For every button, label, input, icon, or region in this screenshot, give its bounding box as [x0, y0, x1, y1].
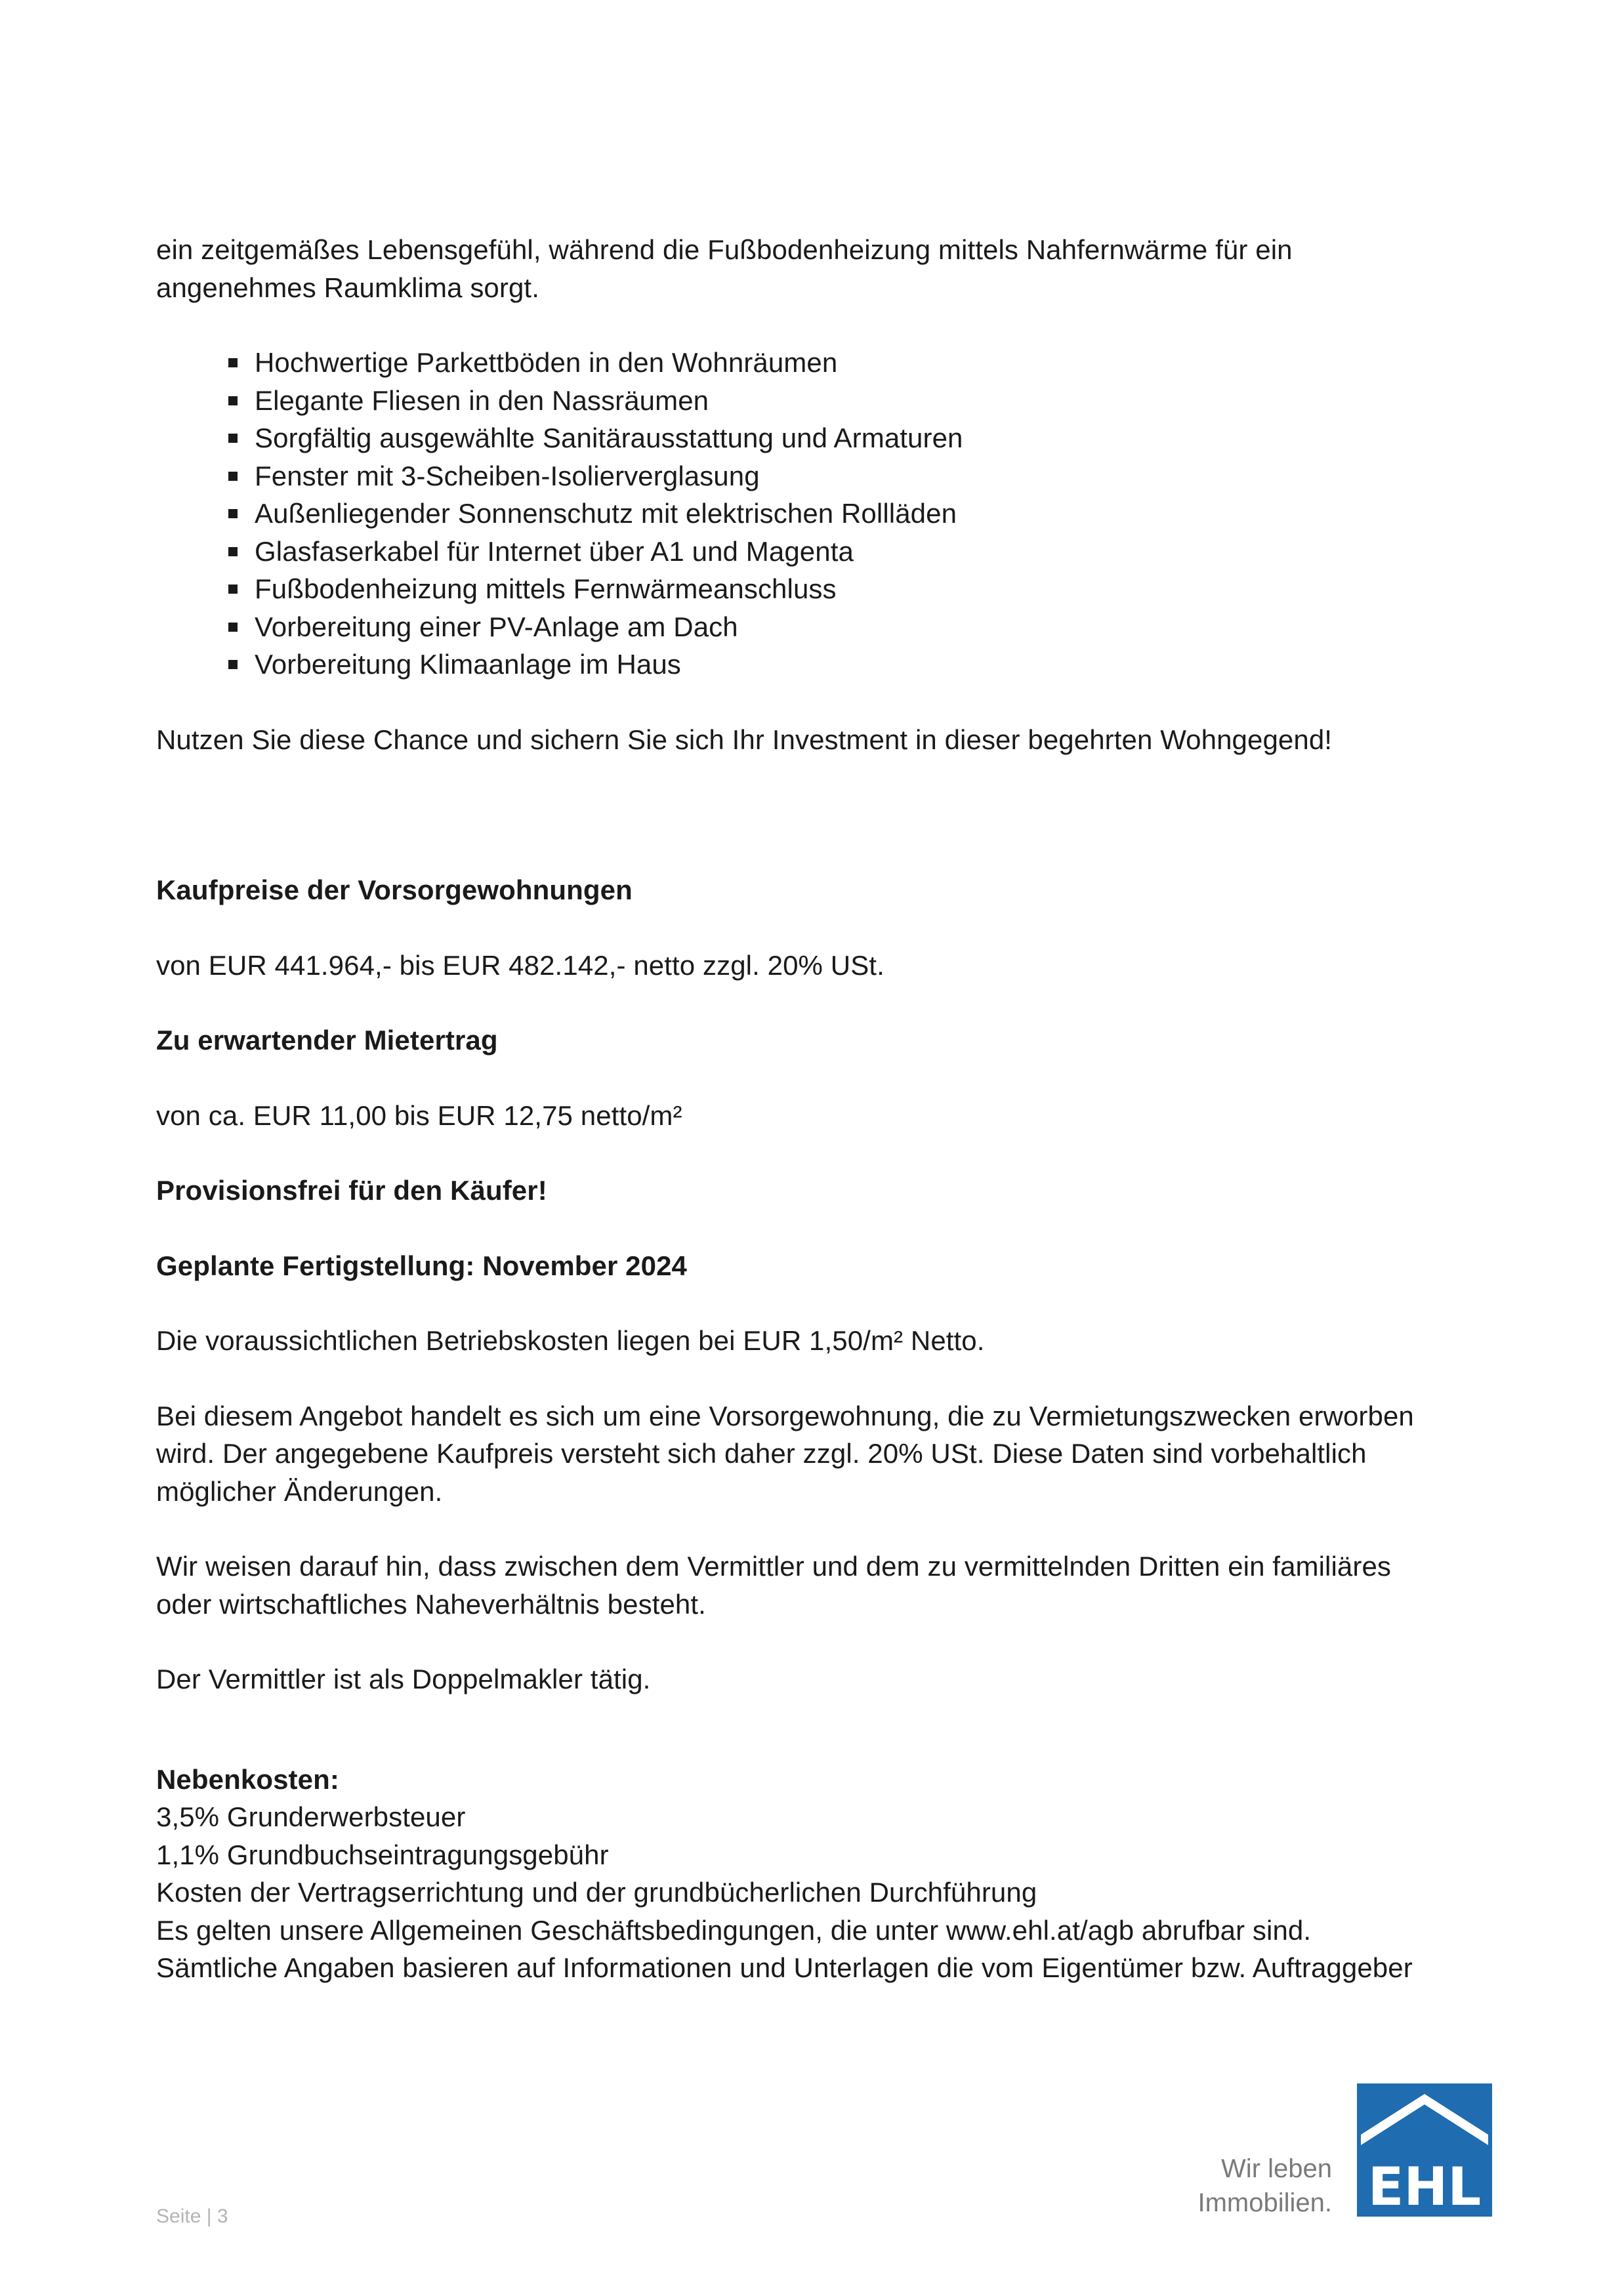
list-item: Vorbereitung Klimaanlage im Haus	[228, 646, 1482, 684]
fertigstellung-heading: Geplante Fertigstellung: November 2024	[156, 1250, 688, 1281]
betriebskosten-text: Die voraussichtlichen Betriebskosten liegen bei EUR 1,50/m² Netto.	[156, 1325, 985, 1356]
list-item: Vorbereitung einer PV-Anlage am Dach	[228, 608, 1482, 646]
slogan-line-1: Wir leben	[1221, 2154, 1332, 2183]
logo-text: EHL	[1367, 2156, 1482, 2217]
list-item: Glasfaserkabel für Internet über A1 und Magenta	[228, 533, 1482, 571]
doppelmakler-text: Der Vermittler ist als Doppelmakler tätig.	[156, 1664, 651, 1694]
ehl-logo	[1357, 2083, 1492, 2217]
angebot-line-1: Bei diesem Angebot handelt es sich um eine Vorsorgewohnung, die zu Vermietungszwecken erworben	[156, 1400, 1414, 1431]
nebenkosten-heading: Nebenkosten:	[156, 1763, 339, 1795]
nebenkosten-line: 1,1% Grundbuchseintragungsgebühr	[156, 1839, 609, 1870]
provisionsfrei-heading: Provisionsfrei für den Käufer!	[156, 1175, 547, 1206]
page-number: Seite | 3	[156, 2205, 228, 2227]
intro-line-2: angenehmes Raumklima sorgt.	[156, 272, 539, 303]
nebenkosten-line: 3,5% Grunderwerbsteuer	[156, 1801, 466, 1832]
feature-list	[228, 344, 1482, 684]
closing-text: Nutzen Sie diese Chance und sichern Sie sich Ihr Investment in dieser begehrten Wohngegend!	[156, 724, 1333, 755]
mietertrag-heading: Zu erwartender Mietertrag	[156, 1025, 498, 1056]
angebot-line-3: möglicher Änderungen.	[156, 1475, 443, 1507]
list-item: Fußbodenheizung mittels Fernwärmeanschluss	[228, 570, 1482, 608]
hinweis-line-1: Wir weisen darauf hin, dass zwischen dem Vermittler und dem zu vermittelnden Dritten ein familiäres	[156, 1551, 1392, 1582]
mietertrag-text: von ca. EUR 11,00 bis EUR 12,75 netto/m²	[156, 1099, 682, 1131]
nebenkosten-line: Kosten der Vertragserrichtung und der grundbücherlichen Durchführung	[156, 1877, 1037, 1908]
kaufpreise-heading: Kaufpreise der Vorsorgewohnungen	[156, 874, 633, 905]
nebenkosten-line: Es gelten unsere Allgemeinen Geschäftsbedingungen, die unter www.ehl.at/agb abrufbar sind.	[156, 1914, 1312, 1946]
list-item: Elegante Fliesen in den Nassräumen	[228, 382, 1482, 420]
angebot-line-2: wird. Der angegebene Kaufpreis versteht sich daher zzgl. 20% USt. Diese Daten sind vorbehaltlich	[156, 1438, 1367, 1469]
kaufpreise-text: von EUR 441.964,- bis EUR 482.142,- netto zzgl. 20% USt.	[156, 949, 885, 981]
list-item: Fenster mit 3-Scheiben-Isolierverglasung	[228, 457, 1482, 495]
list-item: Hochwertige Parkettböden in den Wohnräumen	[228, 344, 1482, 382]
nebenkosten-line: Sämtliche Angaben basieren auf Informationen und Unterlagen die vom Eigentümer bzw. Auftraggeber	[156, 1952, 1413, 1983]
company-slogan	[1135, 2152, 1332, 2220]
list-item: Außenliegender Sonnenschutz mit elektrischen Rollläden	[228, 495, 1482, 533]
intro-line-1: ein zeitgemäßes Lebensgefühl, während die Fußbodenheizung mittels Nahfernwärme für ein	[156, 234, 1293, 265]
slogan-line-2: Immobilien.	[1197, 2188, 1332, 2217]
document-body	[156, 231, 1482, 1987]
hinweis-line-2: oder wirtschaftliches Naheverhältnis besteht.	[156, 1588, 706, 1620]
list-item: Sorgfältig ausgewählte Sanitärausstattung und Armaturen	[228, 419, 1482, 457]
